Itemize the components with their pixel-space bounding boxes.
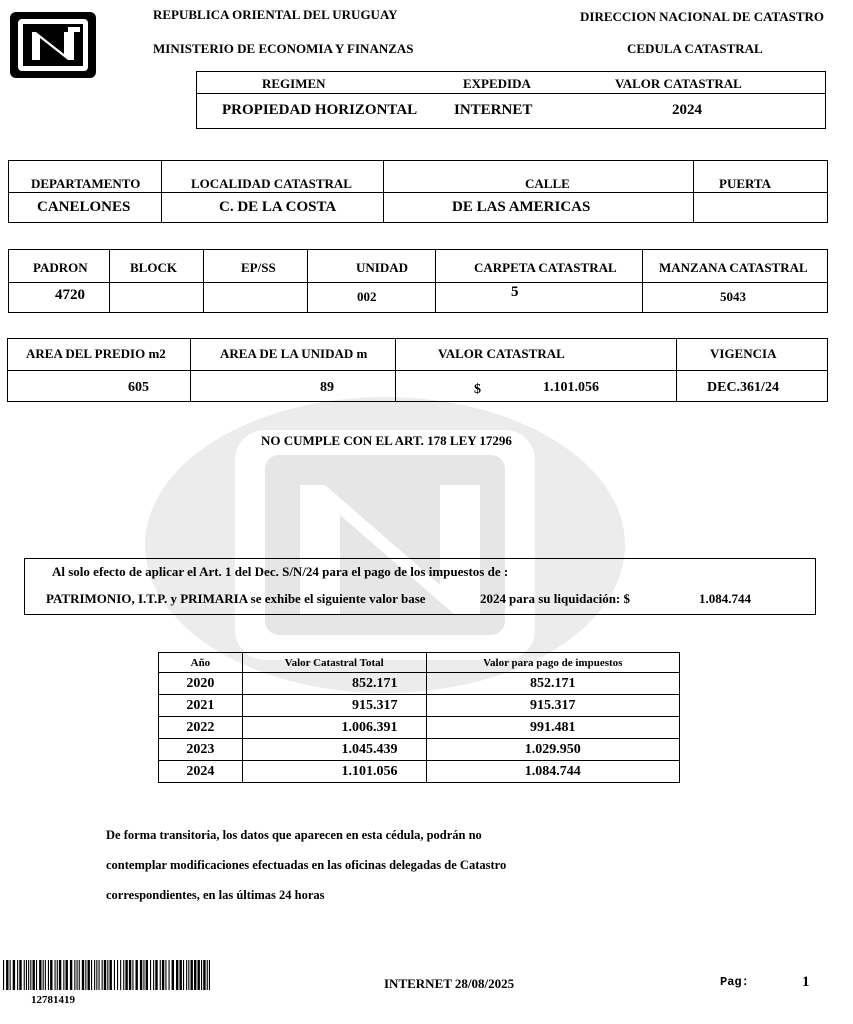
tax-base-box [24,558,816,615]
valuation-history-table [158,652,680,783]
area-unidad-value: 89 [320,380,334,395]
area-predio-label: AREA DEL PREDIO m2 [26,346,166,361]
tax-value-column-header: Valor para pago de impuestos [426,653,679,673]
catastro-logo-icon [8,10,98,80]
page-label: Pag: [720,975,749,989]
row-total: 1.101.056 [242,761,426,783]
row-year: 2023 [159,739,243,761]
departamento-value: CANELONES [37,199,131,215]
disclaimer-line-3: correspondientes, en las últimas 24 horas [106,888,325,902]
table-header-row [159,653,680,673]
table-row [159,739,680,761]
year-column-header: Año [159,653,243,673]
regime-box [196,71,826,129]
regimen-value: PROPIEDAD HORIZONTAL [222,102,418,118]
area-box [7,338,828,402]
row-tax: 852.171 [426,673,679,695]
row-total: 852.171 [242,673,426,695]
departamento-label: DEPARTAMENTO [31,176,141,191]
page-number: 1 [802,974,810,990]
area-unidad-label: AREA DE LA UNIDAD m [220,346,368,361]
padron-box [8,249,828,313]
compliance-notice: NO CUMPLE CON EL ART. 178 LEY 17296 [261,433,512,448]
localidad-value: C. DE LA COSTA [219,199,337,215]
padron-value: 4720 [55,287,85,303]
currency-symbol: $ [474,382,481,397]
padron-label: PADRON [33,260,88,275]
tax-line-1: Al solo efecto de aplicar el Art. 1 del Dec. S/N/24 para el pago de los impuestos de : [52,564,509,579]
table-row [159,717,680,739]
valor-catastral-header: VALOR CATASTRAL [438,346,565,361]
tax-line-2-prefix: PATRIMONIO, I.T.P. y PRIMARIA se exhibe el siguiente valor base [46,591,426,606]
table-row [159,695,680,717]
document-title: CEDULA CATASTRAL [627,41,763,56]
table-row [159,673,680,695]
row-total: 1.045.439 [242,739,426,761]
carpeta-value: 5 [511,284,519,300]
barcode-icon [3,960,211,990]
tax-year: 2024 [480,591,506,606]
row-year: 2024 [159,761,243,783]
ministry-name: MINISTERIO DE ECONOMIA Y FINANZAS [153,41,414,56]
expedida-value: INTERNET [454,102,533,118]
row-year: 2022 [159,717,243,739]
issued-info: INTERNET 28/08/2025 [384,976,515,991]
table-row [159,761,680,783]
tax-amount: 1.084.744 [699,591,751,606]
area-predio-value: 605 [128,380,149,395]
disclaimer-line-1: De forma transitoria, los datos que aparecen en esta cédula, podrán no [106,828,482,842]
location-box [8,160,828,223]
carpeta-label: CARPETA CATASTRAL [474,260,617,275]
barcode-number: 12781419 [31,994,75,1006]
calle-label: CALLE [525,176,570,191]
row-tax: 915.317 [426,695,679,717]
total-value-column-header: Valor Catastral Total [242,653,426,673]
manzana-value: 5043 [720,289,746,304]
valor-year-value: 2024 [672,102,702,118]
expedida-label: EXPEDIDA [463,76,531,91]
row-total: 915.317 [242,695,426,717]
row-total: 1.006.391 [242,717,426,739]
epss-label: EP/SS [241,260,276,275]
row-tax: 991.481 [426,717,679,739]
puerta-label: PUERTA [719,176,772,191]
regimen-label: REGIMEN [262,76,326,91]
agency-name: DIRECCION NACIONAL DE CATASTRO [580,9,825,24]
manzana-label: MANZANA CATASTRAL [659,260,808,275]
unidad-label: UNIDAD [356,260,408,275]
unidad-value: 002 [357,289,377,304]
country-name: REPUBLICA ORIENTAL DEL URUGUAY [153,7,398,22]
vigencia-value: DEC.361/24 [707,380,779,395]
valor-catastral-label: VALOR CATASTRAL [615,76,742,91]
row-tax: 1.029.950 [426,739,679,761]
valor-catastral-value: 1.101.056 [543,380,599,395]
block-label: BLOCK [130,260,177,275]
row-year: 2021 [159,695,243,717]
localidad-label: LOCALIDAD CATASTRAL [191,176,352,191]
vigencia-label: VIGENCIA [710,346,777,361]
row-tax: 1.084.744 [426,761,679,783]
row-year: 2020 [159,673,243,695]
calle-value: DE LAS AMERICAS [452,199,591,215]
tax-line-2-suffix: para su liquidación: $ [509,591,631,606]
disclaimer-line-2: contemplar modificaciones efectuadas en las oficinas delegadas de Catastro [106,858,507,872]
